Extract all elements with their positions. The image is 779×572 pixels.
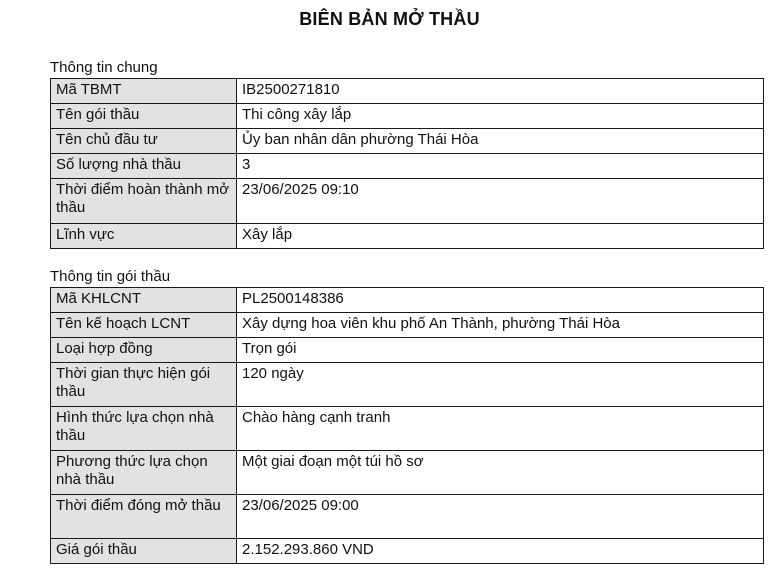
- table-row: [51, 104, 764, 129]
- row-value: Chào hàng cạnh tranh: [237, 407, 764, 451]
- table-row: [51, 363, 764, 407]
- row-value: IB2500271810: [237, 79, 764, 104]
- table-row: [51, 313, 764, 338]
- row-value: 120 ngày: [237, 363, 764, 407]
- row-value: Ủy ban nhân dân phường Thái Hòa: [237, 129, 764, 154]
- row-label: Thời điểm hoàn thành mở thầu: [51, 179, 237, 224]
- row-value: 23/06/2025 09:00: [237, 495, 764, 539]
- page-title: BIÊN BẢN MỞ THẦU: [299, 9, 480, 29]
- row-label: Loại hợp đồng: [51, 338, 237, 363]
- table-row: [51, 288, 764, 313]
- table-row: [51, 495, 764, 539]
- row-label: Thời gian thực hiện gói thầu: [51, 363, 237, 407]
- table-row: [51, 154, 764, 179]
- row-label: Tên gói thầu: [51, 104, 237, 129]
- row-value: 23/06/2025 09:10: [237, 179, 764, 224]
- row-label: Tên kế hoạch LCNT: [51, 313, 237, 338]
- table-row: [51, 129, 764, 154]
- row-label: Giá gói thầu: [51, 539, 237, 564]
- row-value: Trọn gói: [237, 338, 764, 363]
- row-value: 3: [237, 154, 764, 179]
- table-row: [51, 407, 764, 451]
- package-info-heading: Thông tin gói thầu: [50, 268, 171, 285]
- table-row: [51, 79, 764, 104]
- row-label: Lĩnh vực: [51, 224, 237, 249]
- table-row: [51, 539, 764, 564]
- row-label: Thời điểm đóng mở thầu: [51, 495, 237, 539]
- row-label: Số lượng nhà thầu: [51, 154, 237, 179]
- row-value: 2.152.293.860 VND: [237, 539, 764, 564]
- row-label: Hình thức lựa chọn nhà thầu: [51, 407, 237, 451]
- row-label: Mã KHLCNT: [51, 288, 237, 313]
- table-row: [51, 224, 764, 249]
- general-info-table: [50, 78, 764, 249]
- table-row: [51, 451, 764, 495]
- row-value: Một giai đoạn một túi hồ sơ: [237, 451, 764, 495]
- row-label: Tên chủ đầu tư: [51, 129, 237, 154]
- row-value: Xây dựng hoa viên khu phố An Thành, phường Thái Hòa: [237, 313, 764, 338]
- row-label: Mã TBMT: [51, 79, 237, 104]
- row-value: Thi công xây lắp: [237, 104, 764, 129]
- row-label: Phương thức lựa chọn nhà thầu: [51, 451, 237, 495]
- table-row: [51, 179, 764, 224]
- general-info-heading: Thông tin chung: [50, 59, 158, 76]
- row-value: Xây lắp: [237, 224, 764, 249]
- package-info-table: [50, 287, 764, 564]
- row-value: PL2500148386: [237, 288, 764, 313]
- table-row: [51, 338, 764, 363]
